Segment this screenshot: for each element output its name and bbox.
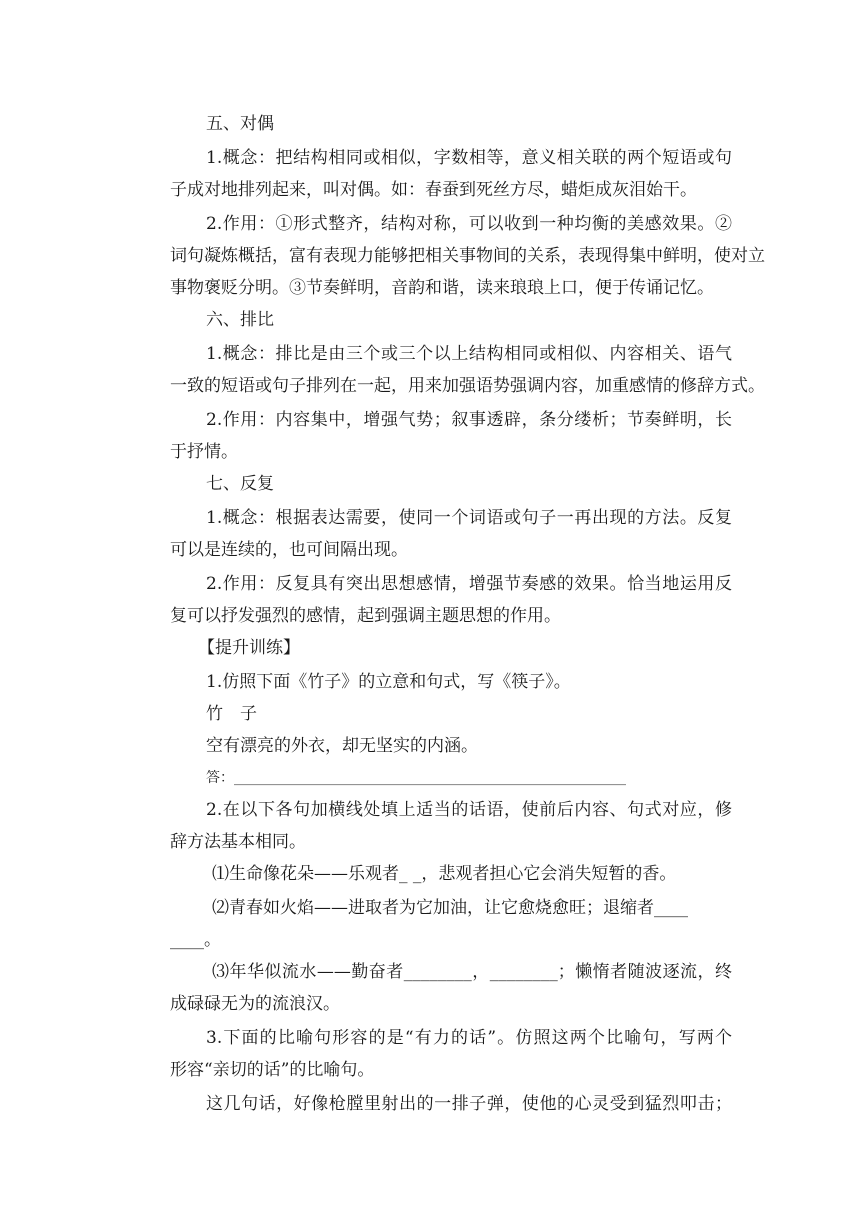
paragraph-line: 可以是连续的，也可间隔出现。 xyxy=(170,540,408,560)
section-heading: 五、对偶 xyxy=(206,114,274,134)
paragraph-line: 于抒情。 xyxy=(170,442,238,462)
paragraph-line: 2.作用：①形式整齐，结构对称，可以收到一种均衡的美感效果。② xyxy=(206,214,732,234)
question-2-item-1: ⑴生命像花朵——乐观者_ _，悲观者担心它会消失短暂的香。 xyxy=(212,864,677,884)
paragraph-line: 2.作用：内容集中，增强气势；叙事透辟，条分缕析；节奏鲜明，长 xyxy=(206,410,732,430)
question-2-item-2: ⑵青春如火焰——进取者为它加油，让它愈烧愈旺；退缩者____ xyxy=(212,898,688,918)
paragraph-line: 1.概念：把结构相同或相似，字数相等，意义相关联的两个短语或句 xyxy=(206,148,732,168)
question-2-item-3: ⑶年华似流水——勤奋者________，________；懒惰者随波逐流，终 xyxy=(212,962,732,982)
paragraph-line: 1.概念：排比是由三个或三个以上结构相同或相似、内容相关、语气 xyxy=(206,344,732,364)
question-3: 3.下面的比喻句形容的是“有力的话”。仿照这两个比喻句，写两个 xyxy=(206,1028,732,1048)
paragraph-line: 复可以抒发强烈的感情，起到强调主题思想的作用。 xyxy=(170,606,561,626)
question-2-item-3-cont: 成碌碌无为的流浪汉。 xyxy=(170,994,340,1014)
paragraph-line: 一致的短语或句子排列在一起，用来加强语势强调内容，加重感情的修辞方式。 xyxy=(170,376,765,396)
question-2-item-2-cont: ____。 xyxy=(170,930,221,950)
poem-title: 竹 子 xyxy=(206,704,257,724)
question-3-cont: 形容“亲切的话”的比喻句。 xyxy=(170,1060,375,1080)
question-2-cont: 辞方法基本相同。 xyxy=(170,832,306,852)
paragraph-line: 1.概念：根据表达需要，使同一个词语或句子一再出现的方法。反复 xyxy=(206,508,732,528)
question-2: 2.在以下各句加横线处填上适当的话语，使前后内容、句式对应，修 xyxy=(206,800,732,820)
question-1: 1.仿照下面《竹子》的立意和句式，写《筷子》。 xyxy=(206,672,571,692)
answer-line: 答：________________________________________________________ xyxy=(206,770,626,786)
section-heading: 六、排比 xyxy=(206,310,274,330)
poem-line: 空有漂亮的外衣，却无坚实的内涵。 xyxy=(206,736,478,756)
paragraph-line: 2.作用：反复具有突出思想感情，增强节奏感的效果。恰当地运用反 xyxy=(206,574,732,594)
paragraph-line: 词句凝炼概括，富有表现力能够把相关事物间的关系，表现得集中鲜明，使对立 xyxy=(170,246,765,266)
section-heading: 七、反复 xyxy=(206,474,274,494)
paragraph-line: 事物褒贬分明。③节奏鲜明，音韵和谐，读来琅琅上口，便于传诵记忆。 xyxy=(170,278,714,298)
example-sentence: 这几句话，好像枪膛里射出的一排子弹，使他的心灵受到猛烈叩击； xyxy=(206,1094,732,1114)
training-heading: 【提升训练】 xyxy=(198,638,300,658)
paragraph-line: 子成对地排列起来，叫对偶。如：春蚕到死丝方尽，蜡炬成灰泪始干。 xyxy=(170,180,697,200)
